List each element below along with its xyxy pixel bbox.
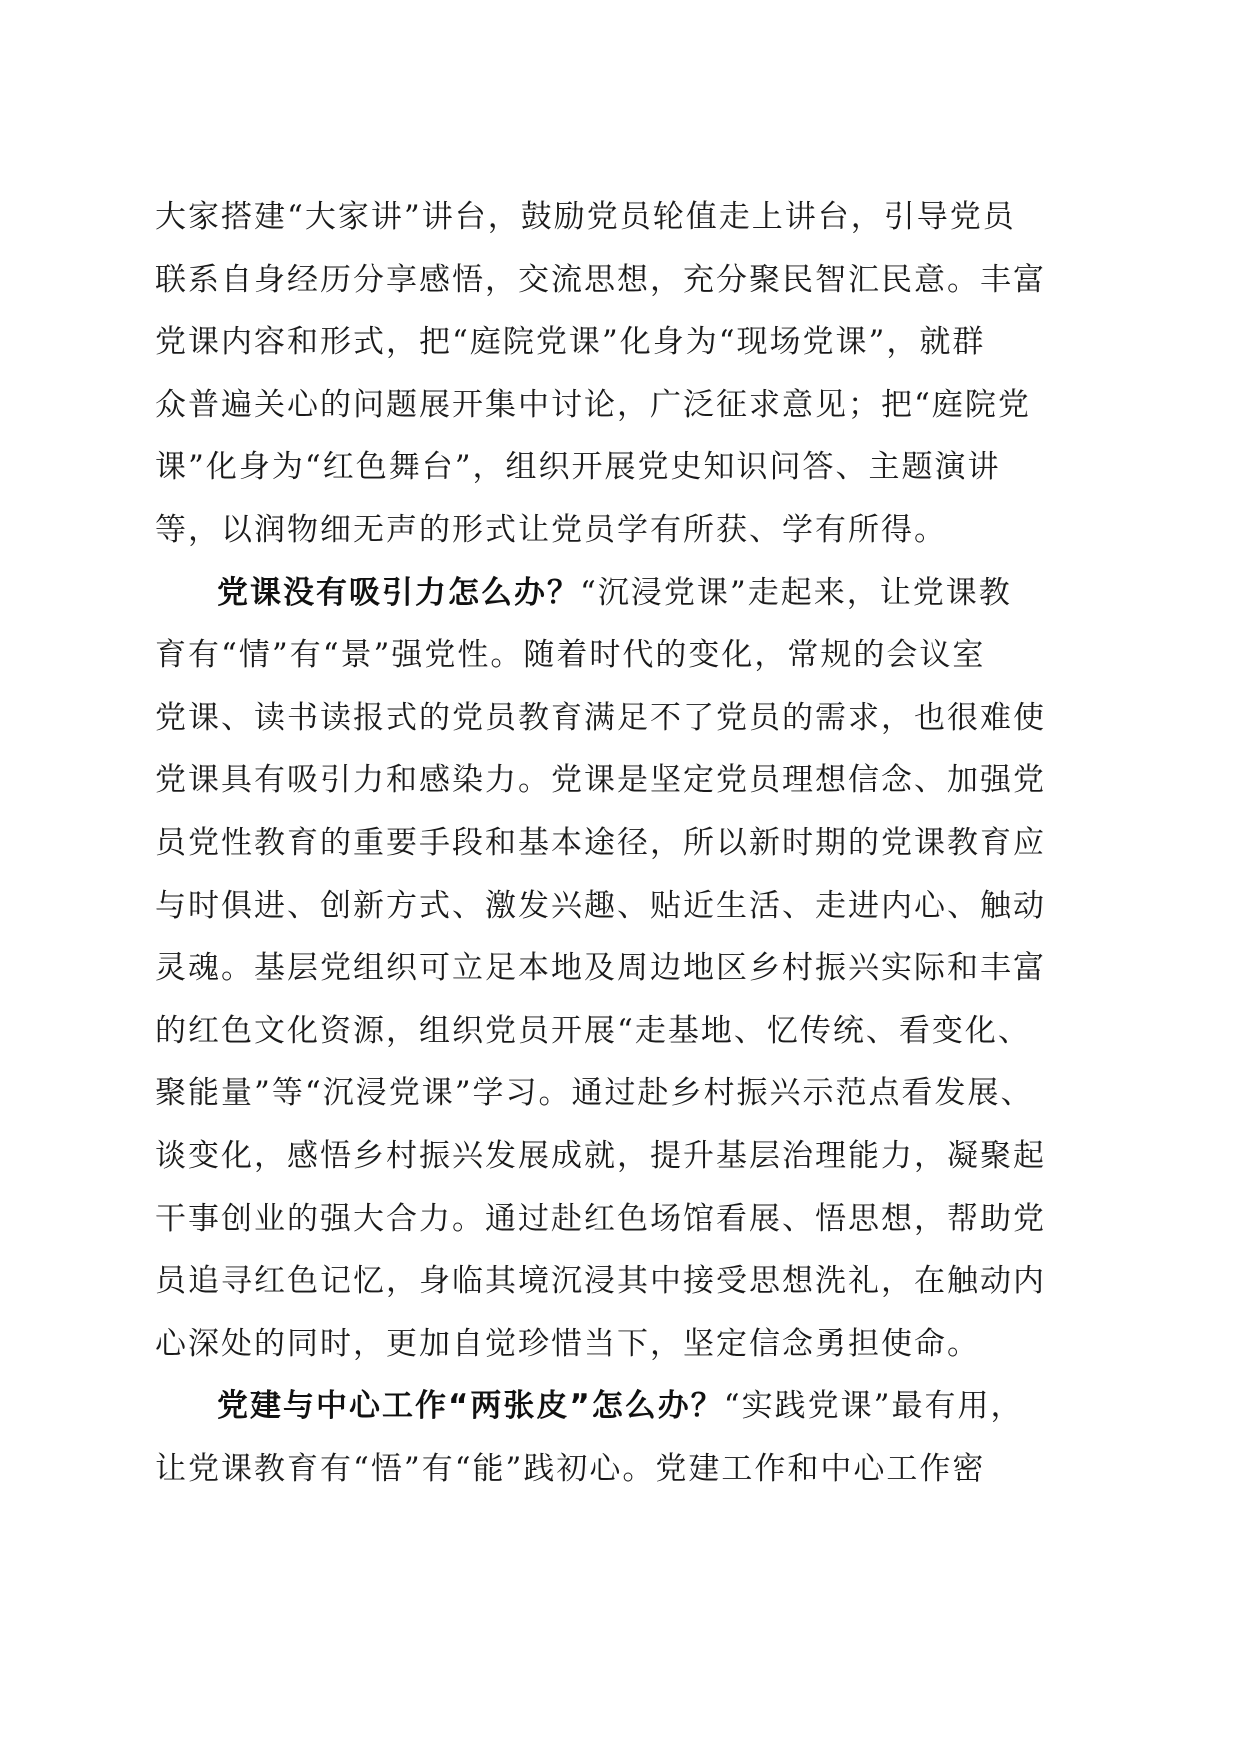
paragraph-3-line-1 xyxy=(155,1375,1085,1438)
paragraph-1-line-3: 党课内容和形式，把“庭院党课”化身为“现场党课”，就群 xyxy=(155,324,986,361)
paragraph-2-line-12: 员追寻红色记忆，身临其境沉浸其中接受思想洗礼，在触动内 xyxy=(155,1263,1046,1300)
paragraph-2-line-6: 与时俱进、创新方式、激发兴趣、贴近生活、走进内心、触动 xyxy=(155,887,1046,924)
paragraph-3-line-2: 让党课教育有“悟”有“能”践初心。党建工作和中心工作密 xyxy=(155,1450,986,1487)
paragraph-2-line-7: 灵魂。基层党组织可立足本地及周边地区乡村振兴实际和丰富 xyxy=(155,950,1046,987)
paragraph-2-line-2: 育有“情”有“景”强党性。随着时代的变化，常规的会议室 xyxy=(155,637,986,674)
paragraph-1-line-6: 等，以润物细无声的形式让党员学有所获、学有所得。 xyxy=(155,511,947,548)
paragraph-2-lead: 党课没有吸引力怎么办？ xyxy=(217,574,580,611)
paragraph-2-line-13: 心深处的同时，更加自觉珍惜当下，坚定信念勇担使命。 xyxy=(155,1325,980,1362)
paragraph-1-line-4: 众普遍关心的问题展开集中讨论，广泛征求意见；把“庭院党 xyxy=(155,386,1031,423)
paragraph-2-line-4: 党课具有吸引力和感染力。党课是坚定党员理想信念、加强党 xyxy=(155,762,1046,799)
paragraph-2-first-rest: “沉浸党课”走起来，让党课教 xyxy=(580,574,1012,611)
paragraph-1-line-2: 联系自身经历分享感悟，交流思想，充分聚民智汇民意。丰富 xyxy=(155,261,1046,298)
paragraph-1-line-1: 大家搭建“大家讲”讲台，鼓励党员轮值走上讲台，引导党员 xyxy=(155,199,1016,235)
paragraph-2-line-11: 干事创业的强大合力。通过赴红色场馆看展、悟思想，帮助党 xyxy=(155,1200,1046,1237)
paragraph-3-lead: 党建与中心工作“两张皮”怎么办？ xyxy=(217,1388,724,1425)
paragraph-1-line-5: 课”化身为“红色舞台”，组织开展党史知识问答、主题演讲 xyxy=(155,449,1001,486)
paragraph-2-line-10: 谈变化，感悟乡村振兴发展成就，提升基层治理能力，凝聚起 xyxy=(155,1137,1046,1174)
paragraph-2-line-3: 党课、读书读报式的党员教育满足不了党员的需求，也很难使 xyxy=(155,699,1046,736)
paragraph-2-line-8: 的红色文化资源，组织党员开展“走基地、忆传统、看变化、 xyxy=(155,1012,1031,1049)
paragraph-2-line-1 xyxy=(155,562,1085,625)
paragraph-2-line-5: 员党性教育的重要手段和基本途径，所以新时期的党课教育应 xyxy=(155,824,1046,861)
paragraph-2-line-9: 聚能量”等“沉浸党课”学习。通过赴乡村振兴示范点看发展、 xyxy=(155,1075,1034,1112)
document-body xyxy=(155,186,1085,1500)
paragraph-3-first-rest: “实践党课”最有用， xyxy=(723,1388,1024,1425)
